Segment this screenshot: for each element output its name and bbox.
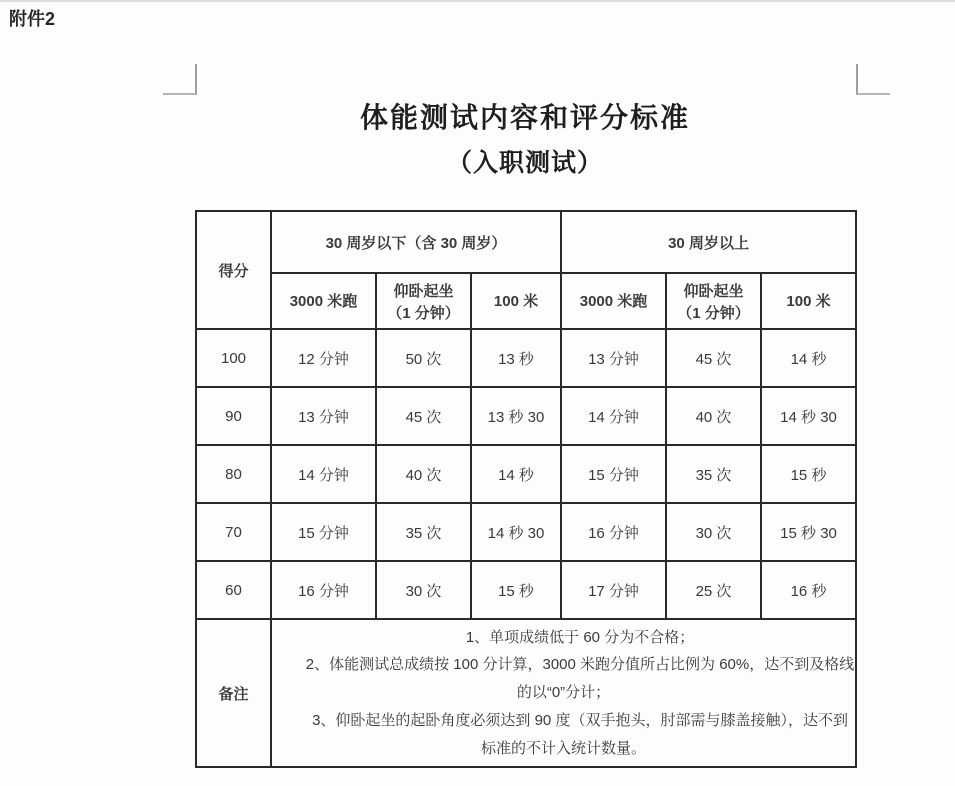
value-cell: 17 分钟 (561, 561, 666, 619)
note-line-2: 2、体能测试总成绩按 100 分计算，3000 米跑分值所占比例为 60%，达不到及格线的以“0”分计； (305, 656, 855, 702)
note-line-3: 3、仰卧起坐的起卧角度必须达到 90 度（双手抱头，肘部需与膝盖接触），达不到标准的不计入统计数量。 (312, 711, 848, 757)
notes-content (271, 619, 856, 767)
notes-label: 备注 (196, 619, 271, 767)
notes-row (196, 619, 856, 767)
value-cell: 14 秒 (761, 329, 856, 387)
value-cell: 13 分钟 (271, 387, 376, 445)
value-cell: 15 秒 (761, 445, 856, 503)
sub-header-run-under30 (271, 273, 376, 329)
page-corner-mark-right (856, 64, 890, 95)
value-cell: 15 秒 30 (761, 503, 856, 561)
sub-header-run-over30 (561, 273, 666, 329)
score-cell: 100 (196, 329, 271, 387)
value-cell: 13 秒 (471, 329, 561, 387)
table-row (196, 387, 856, 445)
score-cell: 70 (196, 503, 271, 561)
sub-header-sprint-under30 (471, 273, 561, 329)
value-cell: 16 分钟 (271, 561, 376, 619)
table-row (196, 445, 856, 503)
group-header-under30: 30 周岁以下（含 30 周岁） (271, 211, 561, 273)
value-cell: 14 秒 30 (761, 387, 856, 445)
value-cell: 50 次 (376, 329, 471, 387)
value-cell: 14 秒 (471, 445, 561, 503)
group-header-row (196, 211, 856, 273)
value-cell: 12 分钟 (271, 329, 376, 387)
sub-header-line1: 100 米 (786, 293, 831, 310)
value-cell: 45 次 (376, 387, 471, 445)
value-cell: 14 分钟 (561, 387, 666, 445)
value-cell: 25 次 (666, 561, 761, 619)
sub-header-line2: （1 分钟） (677, 304, 750, 322)
score-cell: 90 (196, 387, 271, 445)
value-cell: 40 次 (376, 445, 471, 503)
photo-edge (0, 0, 955, 2)
group-header-over30: 30 周岁以上 (561, 211, 856, 273)
value-cell: 40 次 (666, 387, 761, 445)
sub-header-line1: 仰卧起坐 (393, 282, 454, 300)
corner-header-cell: 得分 (196, 211, 271, 329)
table-row (196, 503, 856, 561)
sub-header-sprint-over30 (761, 273, 856, 329)
value-cell: 30 次 (666, 503, 761, 561)
value-cell: 16 秒 (761, 561, 856, 619)
score-cell: 60 (196, 561, 271, 619)
value-cell: 14 秒 30 (471, 503, 561, 561)
sub-header-line2: （1 分钟） (387, 304, 460, 322)
value-cell: 35 次 (376, 503, 471, 561)
value-cell: 30 次 (376, 561, 471, 619)
sub-header-situp-under30 (376, 273, 471, 329)
value-cell: 45 次 (666, 329, 761, 387)
score-cell: 80 (196, 445, 271, 503)
value-cell: 16 分钟 (561, 503, 666, 561)
value-cell: 15 分钟 (271, 503, 376, 561)
page-title: 体能测试内容和评分标准 (359, 102, 690, 133)
table-row (196, 329, 856, 387)
sub-header-line1: 仰卧起坐 (683, 282, 744, 300)
sub-header-line1: 3000 米跑 (289, 293, 358, 310)
sub-header-row (196, 273, 856, 329)
value-cell: 13 分钟 (561, 329, 666, 387)
value-cell: 15 秒 (471, 561, 561, 619)
page-subtitle: （入职测试） (446, 149, 603, 177)
table-row (196, 561, 856, 619)
note-line-1: 1、单项成绩低于 60 分为不合格； (465, 628, 695, 646)
value-cell: 35 次 (666, 445, 761, 503)
sub-header-line1: 100 米 (493, 293, 539, 310)
sub-header-line1: 3000 米跑 (579, 293, 648, 310)
value-cell: 13 秒 30 (471, 387, 561, 445)
value-cell: 15 分钟 (561, 445, 666, 503)
score-table (195, 210, 857, 768)
value-cell: 14 分钟 (271, 445, 376, 503)
sub-header-situp-over30 (666, 273, 761, 329)
page-corner-mark-left (163, 64, 197, 95)
attachment-label: 附件2 (9, 9, 56, 29)
